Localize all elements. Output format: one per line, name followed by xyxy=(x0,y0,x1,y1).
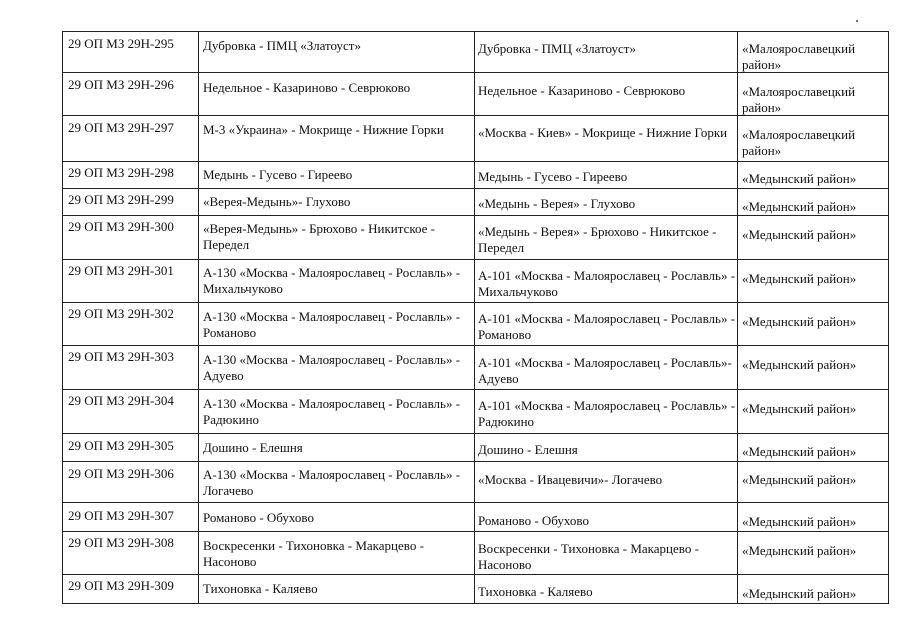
row-line xyxy=(62,603,889,604)
road-code: 29 ОП МЗ 29Н-297 xyxy=(68,120,174,135)
road-code: 29 ОП МЗ 29Н-302 xyxy=(68,306,174,321)
road-name-new: «Москва - Киев» - Мокрище - Нижние Горки xyxy=(478,125,728,140)
road-name-old: «Верея-Медынь»- Глухово xyxy=(203,194,351,209)
road-name-new: Медынь - Гусево - Гиреево xyxy=(478,169,628,184)
road-code: 29 ОП МЗ 29Н-298 xyxy=(68,165,174,180)
district: «Медынский район» xyxy=(742,472,857,487)
district: «Медынский район» xyxy=(742,401,857,416)
road-code: 29 ОП МЗ 29Н-303 xyxy=(68,349,174,364)
road-name-new: «Медынь - Верея» - Глухово xyxy=(478,196,636,211)
road-code: 29 ОП МЗ 29Н-301 xyxy=(68,263,174,278)
row-line xyxy=(62,433,889,434)
district: «Медынский район» xyxy=(742,357,857,372)
road-code: 29 ОП МЗ 29Н-299 xyxy=(68,192,174,207)
road-code: 29 ОП МЗ 29Н-304 xyxy=(68,393,174,408)
road-name-new: А-101 «Москва - Малоярославец - Рославль» - Радюкино xyxy=(478,398,736,429)
road-name-new: Дубровка - ПМЦ «Златоуст» xyxy=(478,41,636,56)
road-name-old: А-130 «Москва - Малоярославец - Рославль» - Адуево xyxy=(203,352,461,383)
district: «Медынский район» xyxy=(742,199,857,214)
row-line xyxy=(62,302,889,303)
row-line xyxy=(62,531,889,532)
table-border-left xyxy=(62,31,63,603)
row-line xyxy=(62,574,889,575)
road-name-new: Романово - Обухово xyxy=(478,513,589,528)
row-line xyxy=(62,161,889,162)
road-name-new: А-101 «Москва - Малоярославец - Рославль»- Адуево xyxy=(478,355,732,386)
road-code: 29 ОП МЗ 29Н-296 xyxy=(68,77,174,92)
road-code: 29 ОП МЗ 29Н-300 xyxy=(68,219,174,234)
district: «Медынский район» xyxy=(742,314,857,329)
road-name-new: Воскресенки - Тихоновка - Макарцево - Насоново xyxy=(478,541,699,572)
row-line xyxy=(62,502,889,503)
road-name-new: А-101 «Москва - Малоярославец - Рославль» - Романово xyxy=(478,311,736,342)
road-code: 29 ОП МЗ 29Н-309 xyxy=(68,578,174,593)
column-divider-1 xyxy=(198,31,199,603)
road-name-old: Недельное - Казариново - Севрюково xyxy=(203,80,411,95)
row-line xyxy=(62,461,889,462)
column-divider-2 xyxy=(474,31,475,603)
district: «Малоярославецкий район» xyxy=(742,127,856,158)
road-name-new: «Москва - Ивацевичи»- Логачево xyxy=(478,472,663,487)
road-name-old: М-3 «Украина» - Мокрище - Нижние Горки xyxy=(203,122,444,137)
road-code: 29 ОП МЗ 29Н-305 xyxy=(68,438,174,453)
column-divider-3 xyxy=(737,31,738,603)
road-name-old: Дубровка - ПМЦ «Златоуст» xyxy=(203,38,361,53)
road-name-new: Дошино - Елешня xyxy=(478,442,578,457)
district: «Медынский район» xyxy=(742,514,857,529)
road-name-old: Тихоновка - Каляево xyxy=(203,581,318,596)
road-name-old: А-130 «Москва - Малоярославец - Рославль» - Романово xyxy=(203,309,461,340)
row-line xyxy=(62,259,889,260)
table-border-right xyxy=(888,31,889,603)
district: «Медынский район» xyxy=(742,271,857,286)
road-name-old: А-130 «Москва - Малоярославец - Рославль» - Радюкино xyxy=(203,396,461,427)
district: «Медынский район» xyxy=(742,171,857,186)
district: «Малоярославецкий район» xyxy=(742,41,856,72)
road-name-old: Дошино - Елешня xyxy=(203,440,303,455)
district: «Малоярославецкий район» xyxy=(742,84,856,115)
row-line xyxy=(62,31,889,32)
road-name-old: Воскресенки - Тихоновка - Макарцево - Насоново xyxy=(203,538,424,569)
road-name-old: А-130 «Москва - Малоярославец - Рославль» - Логачево xyxy=(203,467,461,498)
row-line xyxy=(62,188,889,189)
row-line xyxy=(62,215,889,216)
road-name-old: «Верея-Медынь» - Брюхово - Никитское - Передел xyxy=(203,221,436,252)
district: «Медынский район» xyxy=(742,444,857,459)
road-code: 29 ОП МЗ 29Н-306 xyxy=(68,466,174,481)
row-line xyxy=(62,345,889,346)
road-code: 29 ОП МЗ 29Н-295 xyxy=(68,36,174,51)
row-line xyxy=(62,389,889,390)
road-name-old: Медынь - Гусево - Гиреево xyxy=(203,167,353,182)
road-name-old: Романово - Обухово xyxy=(203,510,314,525)
district: «Медынский район» xyxy=(742,227,857,242)
road-code: 29 ОП МЗ 29Н-308 xyxy=(68,535,174,550)
road-name-new: «Медынь - Верея» - Брюхово - Никитское - Передел xyxy=(478,224,717,255)
road-code: 29 ОП МЗ 29Н-307 xyxy=(68,508,174,523)
road-name-old: А-130 «Москва - Малоярославец - Рославль» - Михальчуково xyxy=(203,265,461,296)
district: «Медынский район» xyxy=(742,586,857,601)
district: «Медынский район» xyxy=(742,543,857,558)
scan-speck xyxy=(856,20,858,22)
road-name-new: Недельное - Казариново - Севрюково xyxy=(478,83,686,98)
road-name-new: А-101 «Москва - Малоярославец - Рославль» - Михальчуково xyxy=(478,268,736,299)
road-name-new: Тихоновка - Каляево xyxy=(478,584,593,599)
